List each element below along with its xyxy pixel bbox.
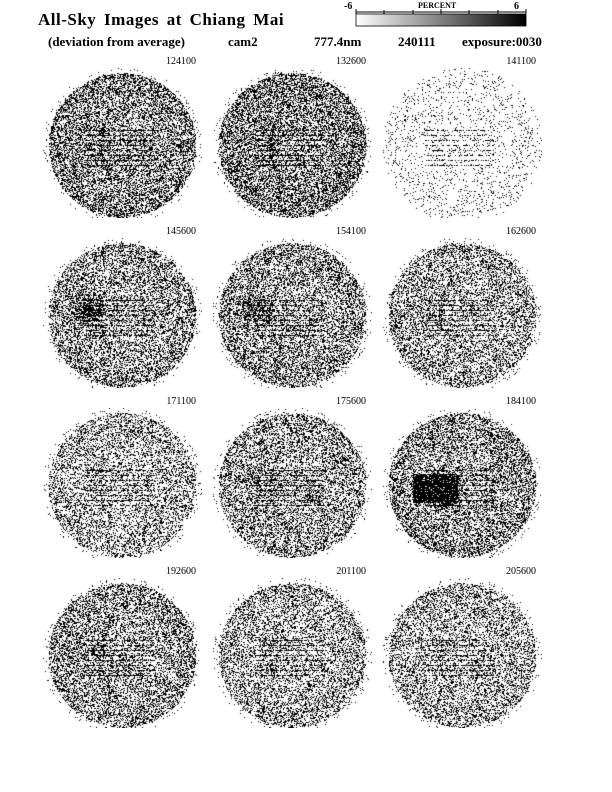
panel-time-label: 184100 bbox=[506, 396, 536, 407]
all-sky-image bbox=[212, 238, 372, 388]
sky-panel bbox=[32, 568, 202, 726]
colorbar-max-label: 6 bbox=[514, 1, 519, 12]
colorbar-title: PERCENT bbox=[418, 1, 457, 10]
colorbar bbox=[344, 0, 526, 30]
all-sky-image bbox=[212, 578, 372, 728]
sky-panel bbox=[372, 58, 542, 216]
colorbar-gradient bbox=[356, 14, 526, 26]
all-sky-image bbox=[382, 68, 542, 218]
camera-label: cam2 bbox=[228, 34, 258, 49]
panel-time-label: 205600 bbox=[506, 566, 536, 577]
panel-time-label: 192600 bbox=[166, 566, 196, 577]
panel-time-label: 162600 bbox=[506, 226, 536, 237]
sky-panel bbox=[202, 398, 372, 556]
page-subtitle: (deviation from average) bbox=[48, 34, 185, 49]
all-sky-image bbox=[382, 578, 542, 728]
all-sky-image bbox=[382, 238, 542, 388]
all-sky-image bbox=[382, 408, 542, 558]
panel-time-label: 141100 bbox=[506, 56, 536, 67]
date-label: 240111 bbox=[398, 34, 436, 49]
panel-time-label: 132600 bbox=[336, 56, 366, 67]
all-sky-image bbox=[212, 68, 372, 218]
page-title: All-Sky Images at Chiang Mai bbox=[38, 10, 285, 29]
sky-panel bbox=[372, 568, 542, 726]
sky-panel bbox=[202, 58, 372, 216]
all-sky-image bbox=[42, 238, 202, 388]
panel-time-label: 145600 bbox=[166, 226, 196, 237]
sky-panel bbox=[32, 228, 202, 386]
sky-panel bbox=[32, 398, 202, 556]
sky-panel bbox=[202, 568, 372, 726]
panel-time-label: 175600 bbox=[336, 396, 366, 407]
all-sky-image bbox=[42, 578, 202, 728]
sky-panel bbox=[32, 58, 202, 216]
panel-time-label: 124100 bbox=[166, 56, 196, 67]
colorbar-min-label: -6 bbox=[344, 1, 353, 12]
sky-panel bbox=[372, 398, 542, 556]
panel-time-label: 171100 bbox=[166, 396, 196, 407]
panel-time-label: 154100 bbox=[336, 226, 366, 237]
sky-panel bbox=[202, 228, 372, 386]
all-sky-image bbox=[212, 408, 372, 558]
all-sky-image bbox=[42, 68, 202, 218]
panel-time-label: 201100 bbox=[336, 566, 366, 577]
wavelength-label: 777.4nm bbox=[314, 34, 362, 49]
sky-panel bbox=[372, 228, 542, 386]
exposure-label: exposure:0030 bbox=[462, 34, 542, 49]
all-sky-image bbox=[42, 408, 202, 558]
